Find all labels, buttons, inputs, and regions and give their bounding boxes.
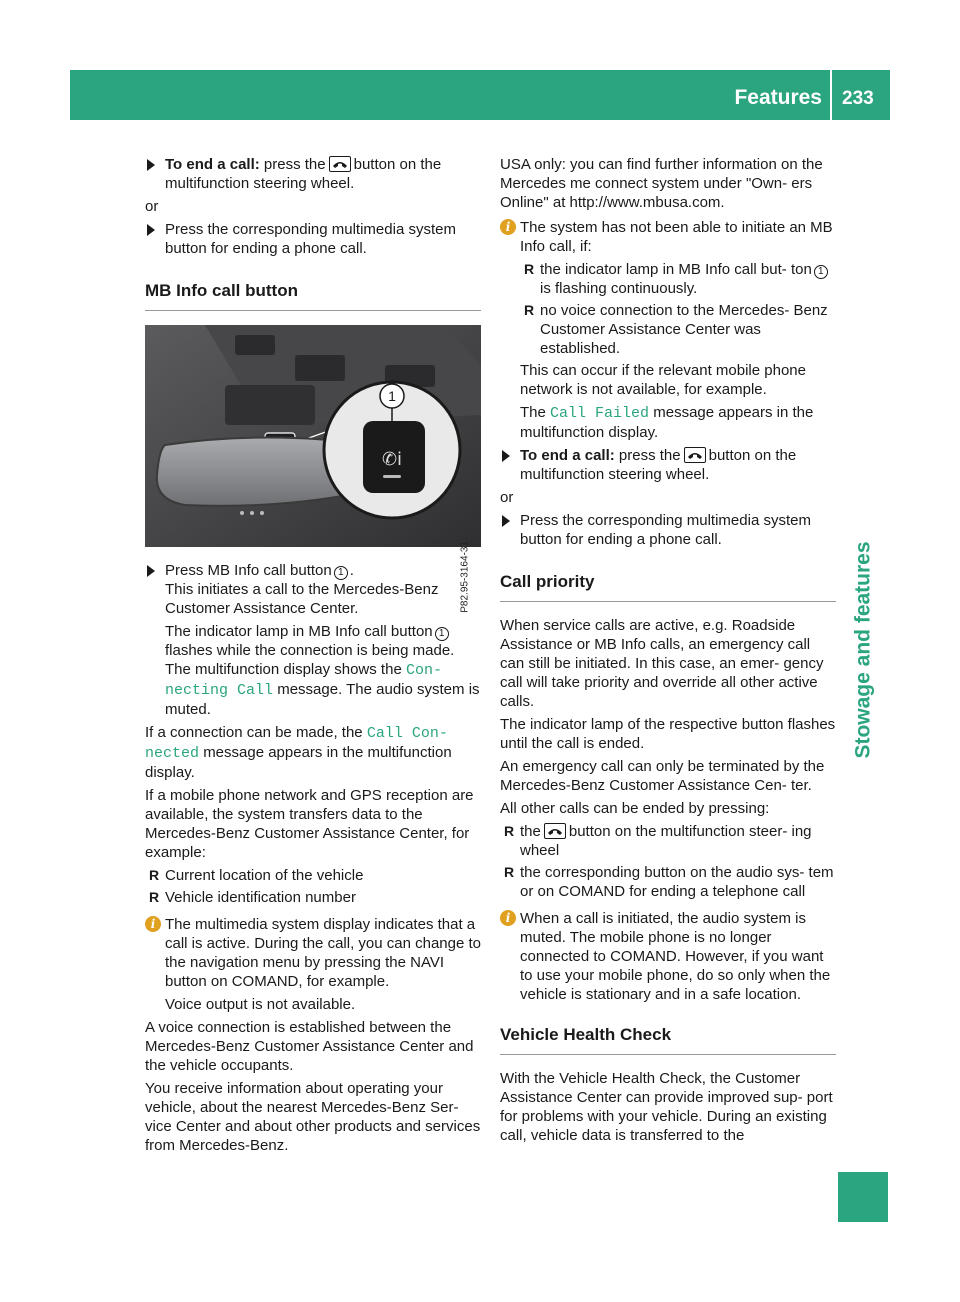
phone-hangup-icon — [684, 447, 706, 463]
step-press-button: Press the corresponding multimedia system button for ending a phone call. — [500, 511, 836, 549]
heading-call-priority: Call priority — [500, 571, 836, 602]
callout-1-icon: 1 — [435, 627, 449, 641]
phone-hangup-icon — [544, 823, 566, 839]
left-column — [145, 155, 481, 1159]
if-connected-paragraph: If a connection can be made, the Call Con‐ nected message appears in the multifunction display. — [145, 724, 452, 781]
list-item: R the corresponding button on the audio sys- tem or on COMAND for ending a telephone call — [504, 864, 834, 900]
or-text: or — [500, 489, 514, 506]
info-icon: i — [500, 219, 516, 235]
callout-1-icon: 1 — [334, 566, 348, 580]
list-item: R Current location of the vehicle — [149, 867, 364, 884]
list-item: R Vehicle identification number — [149, 889, 356, 906]
receive-info-paragraph: You receive information about operating your vehicle, about the nearest Mercedes-Benz Ser- vice Center and about other products and services from Mercedes-Benz. — [145, 1080, 481, 1154]
or-text: or — [145, 198, 159, 215]
info-note-voice: Voice output is not available. — [165, 996, 356, 1013]
emergency-paragraph: An emergency call can only be terminated by the Mercedes-Benz Customer Assistance Cen- ter. — [500, 758, 825, 794]
display-message-failed: Call Failed — [550, 405, 650, 422]
step-arrow-icon — [147, 159, 155, 171]
lamp-paragraph: The indicator lamp in MB Info call button 1 flashes while the connection is being made. The multifunction display shows the Con‐ necting Call message. The audio system is muted. — [165, 623, 480, 718]
header-divider — [830, 70, 832, 120]
service-calls-paragraph: When service calls are active, e.g. Roadside Assistance or MB Info calls, an emergency call can still be initiated. In this case, an emer- gency call will take priority and override all other active calls. — [500, 617, 824, 710]
heading-vehicle-health: Vehicle Health Check — [500, 1024, 836, 1055]
usa-paragraph: USA only: you can find further information on the Mercedes me connect system under "Own- ers Online" at http://www.mbusa.com. — [500, 156, 823, 211]
display-message-connecting: Con‐ necting Call — [165, 662, 442, 699]
health-paragraph: With the Vehicle Health Check, the Customer Assistance Center can provide improved sup- port for problems with your vehicle. During an existing call, vehicle data is transferred to the — [500, 1070, 833, 1144]
list-item: R no voice connection to the Mercedes- Benz Customer Assistance Center was established. — [524, 302, 828, 357]
info-icon: i — [145, 916, 161, 932]
step-end-call: To end a call: press the button on the multifunction steering wheel. — [500, 446, 836, 484]
step-arrow-icon — [502, 450, 510, 462]
display-message-connected: Call Con‐ nected — [145, 725, 448, 762]
list-item: R the indicator lamp in MB Info call but- ton 1is flashing continuously. — [520, 260, 836, 298]
step-arrow-icon — [502, 515, 510, 527]
occur-paragraph: This can occur if the relevant mobile phone network is not available, for example. — [520, 362, 806, 398]
page-number: 233 — [842, 88, 874, 109]
right-column — [500, 155, 836, 1149]
indicator-flash-paragraph: The indicator lamp of the respective button flashes until the call is ended. — [500, 716, 836, 752]
info-note: i The multimedia system display indicates that a call is active. During the call, you can change to the navigation menu by pressing the NAVI button on COMAND, for example. — [145, 915, 481, 991]
svg-text:✆i: ✆i — [381, 449, 403, 470]
info-note: i The system has not been able to initiate an MB Info call, if: — [500, 218, 836, 256]
step-press-mb-info: Press MB Info call button 1 . This initiates a call to the Mercedes-Benz Customer Assistance Center. — [145, 561, 481, 618]
info-note: i When a call is initiated, the audio system is muted. The mobile phone is no longer connected to COMAND. However, if you want to use your mobile phone, do so only when the vehicle is stationary and in a safe location. — [500, 909, 836, 1004]
page-section-title: Features — [734, 86, 822, 109]
step-press-button: Press the corresponding multimedia system button for ending a phone call. — [145, 220, 481, 258]
gps-paragraph: If a mobile phone network and GPS reception are available, the system transfers data to the Mercedes-Benz Customer Assistance Center, for example: — [145, 787, 474, 861]
callout-1-icon: 1 — [814, 265, 828, 279]
figure-callout: 1 — [388, 388, 396, 404]
phone-hangup-icon — [329, 156, 351, 172]
all-other-paragraph: All other calls can be ended by pressing: — [500, 800, 770, 817]
step-arrow-icon — [147, 224, 155, 236]
heading-mb-info: MB Info call button — [145, 280, 481, 311]
step-end-call: To end a call: press the button on the multifunction steering wheel. — [145, 155, 481, 193]
call-failed-paragraph: The Call Failed message appears in the multifunction display. — [520, 404, 814, 441]
voice-connection-paragraph: A voice connection is established between the Mercedes-Benz Customer Assistance Center and the vehicle occupants. — [145, 1019, 474, 1074]
figure-code: P82.95-3164-31 — [460, 541, 471, 613]
info-icon: i — [500, 910, 516, 926]
side-tab-label: Stowage and features — [851, 541, 875, 759]
side-tab-block — [838, 1172, 888, 1222]
list-item: R the button on the multifunction steer- ing wheel — [504, 823, 812, 859]
step-arrow-icon — [147, 565, 155, 577]
